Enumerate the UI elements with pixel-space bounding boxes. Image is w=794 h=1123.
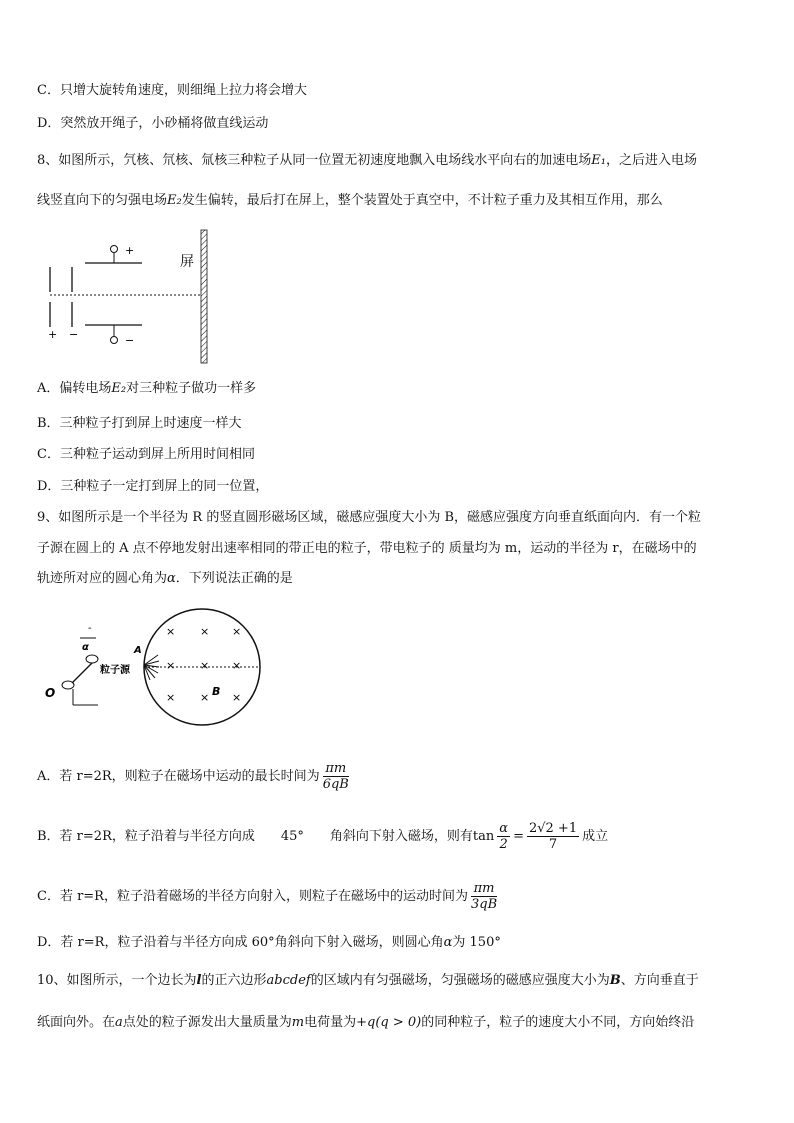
b9-right-den: 7 xyxy=(548,837,558,852)
q8-e2: E₂ xyxy=(167,193,182,208)
q8-text-b: ，之后进入电场 xyxy=(605,153,697,168)
label-o: O xyxy=(45,686,56,700)
b9-tan: tan xyxy=(472,829,495,844)
a9-denominator: 6qB xyxy=(322,777,349,792)
q10-b: B xyxy=(609,973,621,988)
field-cross: × xyxy=(166,659,176,672)
screen xyxy=(201,230,207,363)
d9-text-b: 为 150° xyxy=(452,935,501,950)
accel-plus-sign: + xyxy=(48,328,58,341)
q8-text-a: 8、如图所示，氕核、氘核、氚核三种粒子从同一位置无初速度地飘入电场线水平向右的加速电场 xyxy=(37,153,592,168)
field-cross: × xyxy=(200,691,210,704)
field-cross: × xyxy=(166,691,176,704)
field-cross: × xyxy=(200,659,210,672)
option-a-q8 xyxy=(37,380,256,398)
question-9-line-1: 9、如图所示是一个半径为 R 的竖直圆形磁场区域，磁感应强度大小为 B，磁感应强度方向垂直纸面向内．有一个粒 xyxy=(37,510,702,525)
q10-m: m xyxy=(291,1015,305,1030)
field-cross: × xyxy=(166,625,176,638)
option-b-q8: B．三种粒子打到屏上时速度一样大 xyxy=(37,416,242,431)
b9-left-den: 2 xyxy=(499,837,508,852)
q9-text-b: ．下列说法正确的是 xyxy=(175,571,293,586)
b9-text-c: 成立 xyxy=(582,829,609,844)
q10-a: a xyxy=(115,1015,123,1030)
b9-fraction-right xyxy=(527,821,579,852)
c9-fraction xyxy=(471,881,497,912)
a9-numerator: πm xyxy=(323,761,349,777)
question-8-line-2 xyxy=(37,192,663,210)
a8-text-b: 对三种粒子做功一样多 xyxy=(126,381,257,396)
b9-equals: = xyxy=(513,829,524,844)
alpha-label: α xyxy=(82,642,89,653)
option-d-q8: D．三种粒子一定打到屏上的同一位置， xyxy=(37,479,269,494)
particle-source-label: 粒子源 xyxy=(100,665,130,676)
terminal-top xyxy=(111,246,118,253)
q10-text-g: 电荷量为 xyxy=(304,1015,357,1030)
q10-text-c: 的区域内有匀强磁场，匀强磁场的磁感应强度大小为 xyxy=(310,973,610,988)
field-cross: × xyxy=(232,625,242,638)
b9-fraction-left xyxy=(497,821,510,852)
option-b-q9 xyxy=(37,820,608,854)
label-a: A xyxy=(134,645,142,656)
b9-degree: 45° xyxy=(280,829,304,844)
q8-text-c: 线竖直向下的匀强电场 xyxy=(37,193,168,208)
rotor-arm xyxy=(72,663,92,683)
question-9-line-2: 子源在圆上的 A 点不停地发射出速率相同的带正电的粒子，带电粒子的 质量均为 m，运动的半径为 r，在磁场中的 xyxy=(37,541,697,556)
q10-hexagon: abcdef xyxy=(266,973,311,988)
rotor-bottom xyxy=(62,681,74,689)
rotor-top xyxy=(86,655,98,663)
q8-text-d: 发生偏转，最后打在屏上，整个装置处于真空中，不计粒子重力及其相互作用，那么 xyxy=(181,193,663,208)
figure-9-diagram xyxy=(40,605,280,755)
b9-text-b: 角斜向下射入磁场，则有 xyxy=(329,829,473,844)
option-a-q9 xyxy=(37,760,352,794)
deflect-plus-sign: + xyxy=(125,244,135,257)
field-cross: × xyxy=(200,625,210,638)
b9-left-num: α xyxy=(499,821,509,836)
a8-text-a: A．偏转电场 xyxy=(37,381,112,396)
label-b: B xyxy=(212,685,221,698)
a9-text: A．若 r=2R，则粒子在磁场中运动的最长时间为 xyxy=(37,769,320,784)
screen-label: 屏 xyxy=(180,254,194,270)
q10-text-d: 、方向垂直于 xyxy=(620,973,699,988)
option-c-q9 xyxy=(37,880,500,914)
q8-e1: E₁ xyxy=(591,153,606,168)
deflect-minus-sign: − xyxy=(125,334,135,347)
q9-alpha: α xyxy=(167,571,176,586)
a9-fraction xyxy=(323,761,349,792)
option-d-q9 xyxy=(37,934,501,952)
q10-text-b: 的正六边形 xyxy=(201,973,267,988)
q10-text-a: 10、如图所示，一个边长为 xyxy=(37,973,197,988)
question-9-line-3 xyxy=(37,570,293,588)
d9-text-a: D．若 r=R，粒子沿着与半径方向成 60°角斜向下射入磁场，则圆心角 xyxy=(37,935,444,950)
field-cross: × xyxy=(232,691,242,704)
q10-l: l xyxy=(196,973,202,988)
option-c-q8: C．三种粒子运动到屏上所用时间相同 xyxy=(37,447,255,462)
field-cross: × xyxy=(232,659,242,672)
terminal-bottom xyxy=(111,337,118,344)
c9-text: C．若 r=R，粒子沿着磁场的半径方向射入，则粒子在磁场中的运动时间为 xyxy=(37,889,468,904)
figure-8-diagram xyxy=(40,225,220,365)
q10-text-f: 点处的粒子源发出大量质量为 xyxy=(122,1015,292,1030)
q10-plusq: +q xyxy=(356,1015,376,1030)
accel-minus-sign: − xyxy=(69,328,79,341)
b9-right-num: 2√2 +1 xyxy=(528,821,578,836)
minus-mark: - xyxy=(88,623,92,634)
option-c-q7: C．只增大旋转角速度，则细绳上拉力将会增大 xyxy=(37,83,307,98)
q10-qcond: (q > 0) xyxy=(375,1015,422,1030)
c9-denominator: 3qB xyxy=(470,897,498,912)
option-d-q7: D．突然放开绳子，小砂桶将做直线运动 xyxy=(37,116,269,131)
q10-text-h: 的同种粒子，粒子的速度大小不同，方向始终沿 xyxy=(421,1015,695,1030)
q10-text-e: 纸面向外。在 xyxy=(37,1015,116,1030)
question-10-line-1 xyxy=(37,972,699,990)
question-10-line-2 xyxy=(37,1014,694,1032)
question-8-line-1 xyxy=(37,152,697,170)
q9-text-a: 轨迹所对应的圆心角为 xyxy=(37,571,168,586)
a8-e2: E₂ xyxy=(111,381,127,396)
b9-text-a: B．若 r=2R，粒子沿着与半径方向成 xyxy=(37,829,255,844)
c9-numerator: πm xyxy=(471,881,497,897)
d9-alpha: α xyxy=(443,935,453,950)
